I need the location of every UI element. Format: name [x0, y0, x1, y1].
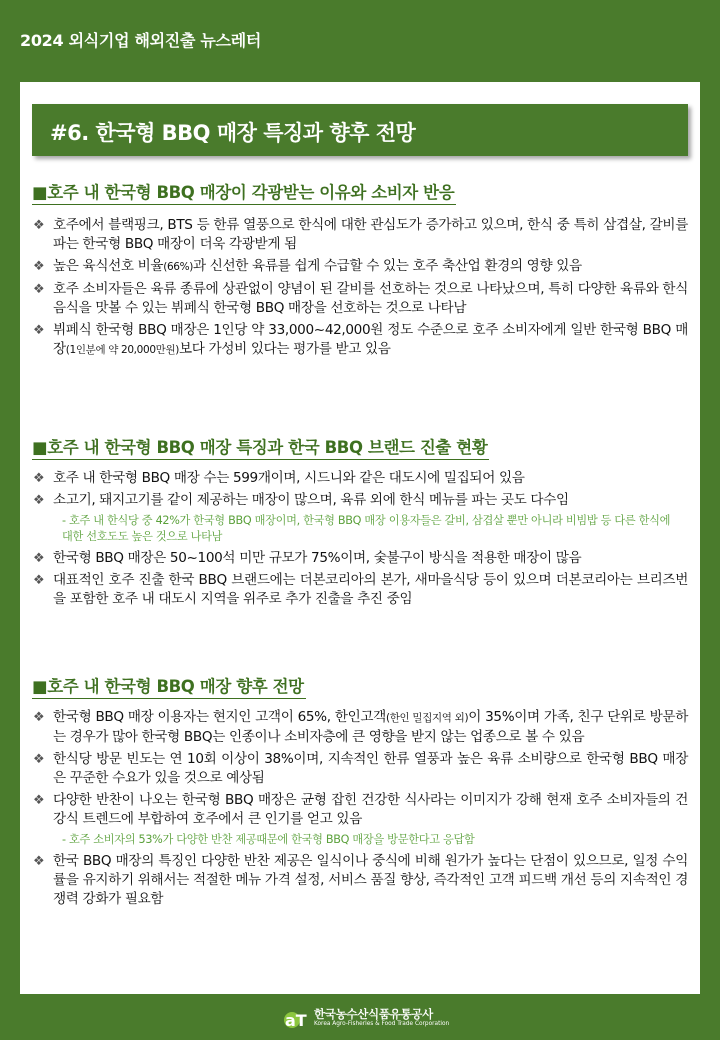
document-page [20, 82, 700, 994]
diamond-bullet-icon: ❖ [33, 551, 45, 566]
diamond-bullet-icon: ❖ [33, 282, 45, 297]
bullet-list-reasons [32, 216, 688, 363]
list-item: ❖ 소고기, 돼지고기를 같이 제공하는 매장이 많으며, 육류 외에 한식 메뉴를 파는 곳도 다수임 [33, 492, 569, 508]
list-item: ❖ 호주 소비자들은 육류 종류에 상관없이 양념이 된 갈비를 선호하는 것으로 나타났으며, 특히 다양한 육류와 한식음식을 맛볼 수 있는 뷔페식 한국형 BBQ 매장을 선호하는 것으로 나타남 [33, 281, 688, 316]
at-logo-icon [282, 1006, 312, 1030]
list-item: ❖ 한국형 BBQ 매장은 50~100석 미만 규모가 75%이며, 숯불구이 방식을 적용한 매장이 많음 [33, 550, 582, 566]
list-item: ❖ 뷔페식 한국형 BBQ 매장은 1인당 약 33,000~42,000원 정도 수준으로 호주 소비자에게 일반 한국형 BBQ 매장(1인분에 약 20,000만원)보다 가성비 있다는 평가를 받고 있음 [33, 322, 688, 357]
diamond-bullet-icon: ❖ [33, 259, 45, 274]
list-item: ❖ 호주에서 블랙핑크, BTS 등 한류 열풍으로 한식에 대한 관심도가 증가하고 있으며, 한식 중 특히 삼겹살, 갈비를 파는 한국형 BBQ 매장이 더욱 각광받게 됨 [33, 217, 688, 252]
section-heading-reasons: ■호주 내 한국형 BBQ 매장이 각광받는 이유와 소비자 반응 [32, 179, 456, 205]
newsletter-title: 2024 외식기업 해외진출 뉴스레터 [20, 31, 262, 50]
diamond-bullet-icon: ❖ [33, 710, 45, 725]
page-title: #6. 한국형 BBQ 매장 특징과 향후 전망 [50, 121, 416, 145]
list-item: ❖ 다양한 반찬이 나오는 한국형 BBQ 매장은 균형 잡힌 건강한 식사라는 이미지가 강해 현재 호주 소비자들의 건강식 트렌드에 부합하여 호주에서 큰 인기를 얻고 있음 [33, 792, 688, 827]
footer-logo [282, 1004, 462, 1032]
list-item: ❖ 한국 BBQ 매장의 특징인 다양한 반찬 제공은 일식이나 중식에 비해 원가가 높다는 단점이 있으므로, 일정 수익률을 유지하기 위해서는 적절한 메뉴 가격 설정, 서비스 품질 향상, 즉각적인 고객 피드백 개선 등의 지속적인 경쟁력 강화가 필요함 [33, 853, 688, 907]
diamond-bullet-icon: ❖ [33, 218, 45, 233]
bullet-list-status [32, 469, 688, 612]
diamond-bullet-icon: ❖ [33, 573, 45, 588]
section-heading-outlook: ■호주 내 한국형 BBQ 매장 향후 전망 [32, 673, 306, 699]
logo-mark-text: aT [285, 1011, 307, 1030]
list-item: ❖ 한식당 방문 빈도는 연 10회 이상이 38%이며, 지속적인 한류 열풍과 높은 육류 소비량으로 한국형 BBQ 매장은 꾸준한 수요가 있을 것으로 예상됨 [33, 751, 688, 786]
title-bar [32, 104, 688, 156]
list-item: ❖ 호주 내 한국형 BBQ 매장 수는 599개이며, 시드니와 같은 대도시에 밀집되어 있음 [33, 470, 525, 486]
org-name-en: Korea Agro-Fisheries & Food Trade Corporation [314, 1021, 450, 1027]
diamond-bullet-icon: ❖ [33, 752, 45, 767]
diamond-bullet-icon: ❖ [33, 793, 45, 808]
diamond-bullet-icon: ❖ [33, 854, 45, 869]
section-heading-status: ■호주 내 한국형 BBQ 매장 특징과 한국 BBQ 브랜드 진출 현황 [32, 434, 489, 460]
top-banner [0, 0, 720, 82]
list-item: ❖ 대표적인 호주 진출 한국 BBQ 브랜드에는 더본코리아의 본가, 새마을식당 등이 있으며 더본코리아는 브리즈번을 포함한 호주 내 대도시 지역을 위주로 추가 진출을 추진 중임 [33, 572, 688, 607]
list-item: ❖ 한국형 BBQ 매장 이용자는 현지인 고객이 65%, 한인고객(한인 밀집지역 외)이 35%이며 가족, 친구 단위로 방문하는 경우가 많아 한국형 BBQ는 인종이나 소비자층에 큰 영향을 받지 않는 업종으로 볼 수 있음 [33, 709, 688, 745]
diamond-bullet-icon: ❖ [33, 493, 45, 508]
sub-note: - 호주 내 한식당 중 42%가 한국형 BBQ 매장이며, 한국형 BBQ 매장 이용자들은 갈비, 삼겹살 뿐만 아니라 비빔밥 등 다른 한식에 대한 선호도도 높은 것으로 나타남 [62, 514, 671, 543]
list-item: ❖ 높은 육식선호 비율(66%)과 신선한 육류를 쉽게 수급할 수 있는 호주 축산업 환경의 영향 있음 [33, 258, 582, 274]
org-name-ko: 한국농수산식품유통공사 [314, 1007, 433, 1021]
sub-note: - 호주 소비자의 53%가 다양한 반찬 제공때문에 한국형 BBQ 매장을 방문한다고 응답함 [62, 833, 475, 846]
diamond-bullet-icon: ❖ [33, 323, 45, 338]
diamond-bullet-icon: ❖ [33, 471, 45, 486]
bullet-list-outlook [32, 708, 688, 912]
